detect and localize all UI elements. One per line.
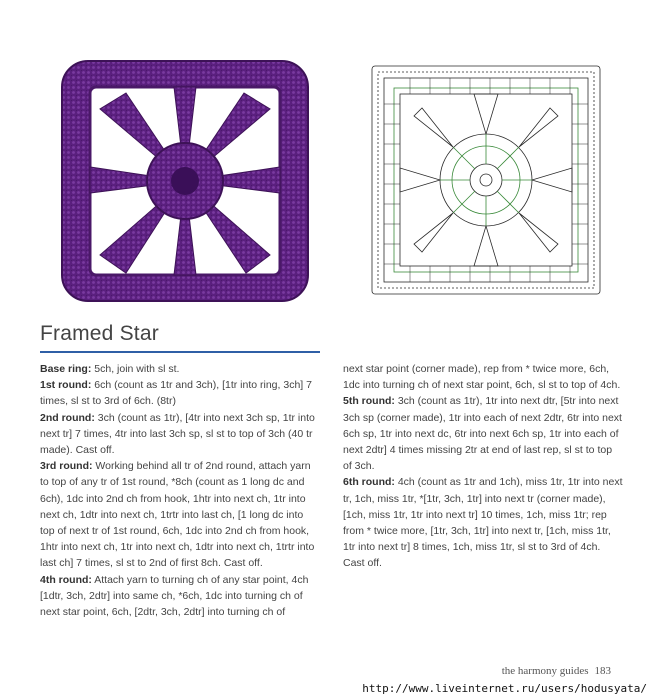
pattern-title: Framed Star	[40, 322, 159, 345]
page-footer	[502, 665, 611, 677]
crochet-chart	[370, 64, 602, 296]
instructions-column-1	[40, 361, 320, 620]
watermark-url: http://www.liveinternet.ru/users/hodusyata/	[362, 682, 647, 695]
crochet-photo	[56, 55, 314, 307]
instruction-cast-off: Cast off.	[343, 557, 382, 570]
book-title: the harmony guides	[501, 665, 589, 677]
title-rule	[40, 351, 320, 353]
instruction-round-4-cont: next star point (corner made), rep from * twice more, 6ch, 1dc into turning ch of next star point, 6ch, sl st to top of 4ch.	[343, 363, 621, 392]
instruction-round-3: 3rd round: Working behind all tr of 2nd round, attach yarn to top of any tr of 1st round, *8ch (count as 1 long dc and 6ch), 1dc into 2nd ch from hook, 1htr into next ch, 1tr into next ch, 1dtr into next ch, 1trtr into last ch, [1 long dc into top of next tr of 1st round, 6ch, 1dc into 2nd ch from hook, 1htr into next ch, 1tr into next ch, 1dtr into next ch, 1trtr into last ch] 7 times, sl st to 2nd of first 8ch. Cast off.	[40, 460, 315, 570]
instruction-round-1: 1st round: 6ch (count as 1tr and 3ch), [1tr into ring, 3ch] 7 times, sl st to 3rd of 6ch. (8tr)	[40, 379, 312, 408]
instruction-base-ring: Base ring: 5ch, join with sl st.	[40, 363, 180, 375]
instructions-column-2	[343, 361, 623, 572]
instruction-round-6: 6th round: 4ch (count as 1tr and 1ch), miss 1tr, 1tr into next tr, 1ch, miss 1tr, *[1tr, 3ch, 1tr] into next tr (corner made), [1ch, miss 1tr, 1tr into next tr] 10 times, 1ch, miss 1tr; rep from * twice more, [1tr, 3ch, 1tr] into next tr, [1ch, miss 1tr, 1tr into next tr] 8 times, 1ch, miss 1tr, sl st to 3rd of 4ch.	[343, 476, 623, 554]
page-number: 183	[594, 665, 611, 677]
instruction-round-4: 4th round: Attach yarn to turning ch of any star point, 4ch [1dtr, 3ch, 2dtr] into same ch, *6ch, 1dc into turning ch of next star point, 6ch, [2dtr, 3ch, 2dtr] into turning ch of	[40, 573, 309, 619]
instruction-round-5: 5th round: 3ch (count as 1tr), 1tr into next dtr, [5tr into next 3ch sp (corner made), 1tr into each of next 2dtr, 6tr into next 6ch sp, 1tr into next dc, 6tr into next 6ch sp, 1tr into each of next 2dtr] 4 times missing 2tr at end of last rep, sl st to top of 3ch.	[343, 395, 622, 473]
instruction-round-2: 2nd round: 3ch (count as 1tr), [4tr into next 3ch sp, 1tr into next tr] 7 times, 4tr into last 3ch sp, sl st to top of 3ch (40 tr made). Cast off.	[40, 411, 315, 457]
